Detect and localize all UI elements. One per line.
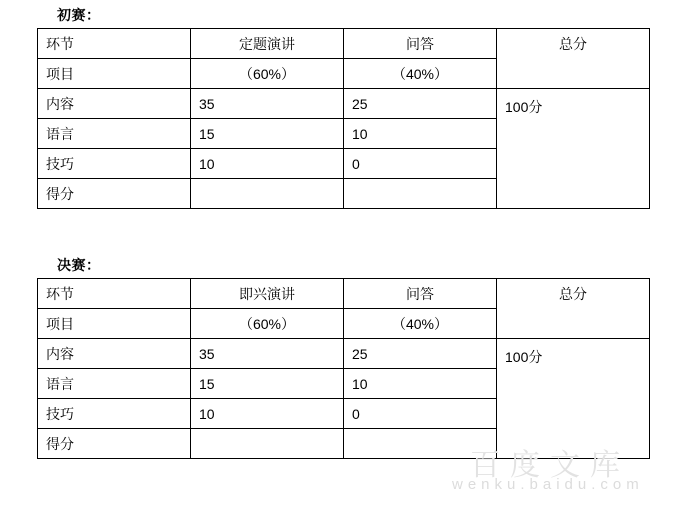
cell-score-label: 得分 xyxy=(38,179,191,209)
cell-qa-weight: （40%） xyxy=(344,309,497,339)
cell-speech-weight: （60%） xyxy=(191,59,344,89)
cell-speech-header: 定题演讲 xyxy=(191,29,344,59)
cell-language-label: 语言 xyxy=(38,119,191,149)
cell-total-header: 总分 xyxy=(497,279,650,309)
cell-language-speech: 15 xyxy=(191,119,344,149)
table-row xyxy=(38,89,650,119)
cell-total-blank xyxy=(497,59,650,89)
cell-total-value: 100分 xyxy=(497,89,650,209)
cell-total-blank xyxy=(497,309,650,339)
watermark-primary-text: 百度文库 xyxy=(470,449,630,482)
cell-content-qa: 25 xyxy=(344,89,497,119)
cell-item-label: 项目 xyxy=(38,59,191,89)
cell-skill-label: 技巧 xyxy=(38,399,191,429)
cell-qa-header: 问答 xyxy=(344,279,497,309)
cell-language-speech: 15 xyxy=(191,369,344,399)
table-row xyxy=(38,279,650,309)
cell-score-speech xyxy=(191,429,344,459)
score-table-final xyxy=(37,278,650,459)
watermark-secondary-text: wenku.baidu.com xyxy=(452,476,644,493)
cell-qa-weight: （40%） xyxy=(344,59,497,89)
cell-item-label: 项目 xyxy=(38,309,191,339)
cell-skill-qa: 0 xyxy=(344,399,497,429)
cell-skill-speech: 10 xyxy=(191,149,344,179)
cell-stage-label: 环节 xyxy=(38,29,191,59)
cell-content-qa: 25 xyxy=(344,339,497,369)
score-table-preliminary xyxy=(37,28,650,209)
section-title-preliminary: 初赛： xyxy=(57,7,101,23)
cell-content-speech: 35 xyxy=(191,339,344,369)
table-row xyxy=(38,309,650,339)
cell-speech-weight: （60%） xyxy=(191,309,344,339)
table-row xyxy=(38,339,650,369)
cell-skill-qa: 0 xyxy=(344,149,497,179)
cell-qa-header: 问答 xyxy=(344,29,497,59)
cell-content-label: 内容 xyxy=(38,339,191,369)
table-row xyxy=(38,59,650,89)
cell-stage-label: 环节 xyxy=(38,279,191,309)
section-title-final: 决赛： xyxy=(57,257,101,273)
cell-total-header: 总分 xyxy=(497,29,650,59)
section-final xyxy=(0,250,689,459)
cell-language-qa: 10 xyxy=(344,369,497,399)
cell-skill-speech: 10 xyxy=(191,399,344,429)
cell-score-label: 得分 xyxy=(38,429,191,459)
cell-skill-label: 技巧 xyxy=(38,149,191,179)
section-preliminary xyxy=(0,0,689,209)
cell-score-qa xyxy=(344,429,497,459)
cell-score-speech xyxy=(191,179,344,209)
cell-score-qa xyxy=(344,179,497,209)
cell-speech-header: 即兴演讲 xyxy=(191,279,344,309)
cell-content-label: 内容 xyxy=(38,89,191,119)
cell-content-speech: 35 xyxy=(191,89,344,119)
cell-language-qa: 10 xyxy=(344,119,497,149)
cell-total-value: 100分 xyxy=(497,339,650,459)
table-row xyxy=(38,29,650,59)
cell-language-label: 语言 xyxy=(38,369,191,399)
